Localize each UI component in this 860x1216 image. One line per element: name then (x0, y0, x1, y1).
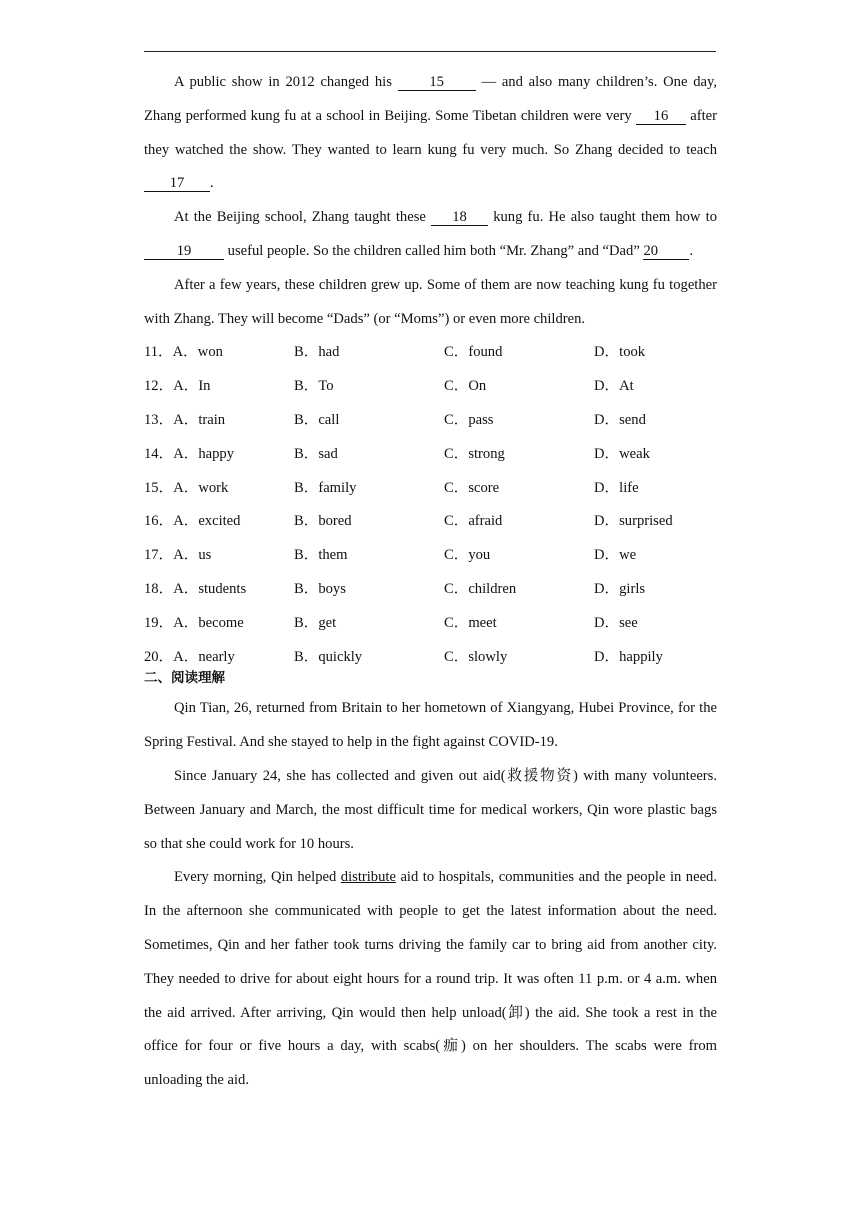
option-c: C．slowly (444, 648, 508, 665)
option-c: C．you (444, 547, 491, 564)
option-d: D．we (594, 547, 637, 564)
underlined-word: distribute (340, 869, 396, 886)
header-rule (144, 51, 716, 52)
blank-18: 18 (431, 210, 488, 226)
section-title: 二、阅读理解 (144, 670, 225, 687)
question-12-options (144, 370, 717, 404)
reading-paragraph-2: Since January 24, she has collected and given out aid(救援物资) with many volunteers. Between January and March, the most difficult time for medical workers, Qin wore plastic bags so that she could work for 10 hours. (144, 767, 717, 852)
option-b: B．them (294, 547, 348, 564)
option-c: C．found (444, 344, 503, 361)
question-19-options (144, 607, 717, 641)
option-b: B．quickly (294, 648, 363, 665)
text: after they watched the show. They wanted to learn kung fu very much. So Zhang decided to teach (144, 107, 717, 158)
option-b: B．boys (294, 580, 346, 597)
page-content (144, 66, 717, 1098)
option-b: B．sad (294, 445, 338, 462)
option-a: 18．A．students (144, 580, 247, 597)
question-16-options (144, 505, 717, 539)
text: Every morning, Qin helped (174, 869, 341, 886)
blank-19: 19 (144, 244, 224, 260)
text: At the Beijing school, Zhang taught these (174, 209, 432, 226)
option-a: 20．A．nearly (144, 648, 235, 665)
reading-paragraph-1: Qin Tian, 26, returned from Britain to her hometown of Xiangyang, Hubei Province, for the Spring Festival. And she stayed to help in the fight against COVID-19. (144, 700, 717, 751)
text: aid to hospitals, communities and the people in need. In the afternoon she communicated with people to get the latest information about the need. Sometimes, Qin and her father took turns driving the family car to bring aid from another city. They needed to drive for about eight hours for a round trip. It was often 11 p.m. or 4 a.m. when the aid arrived. After arriving, Qin would then help unload(卸) the aid. She took a rest in the office for four or five hours a day, with scabs(痂) on her shoulders. The scabs were from unloading the aid. (144, 869, 717, 1089)
option-d: D．send (594, 411, 646, 428)
option-d: D．girls (594, 580, 646, 597)
question-17-options (144, 539, 717, 573)
option-c: C．score (444, 479, 500, 496)
text: useful people. So the children called him both “Mr. Zhang” and “Dad” (224, 242, 644, 259)
question-14-options (144, 438, 717, 472)
option-a: 19．A．become (144, 614, 244, 631)
option-b: B．family (294, 479, 357, 496)
blank-15: 15 (398, 75, 476, 91)
reading-paragraph-3 (144, 861, 717, 1098)
option-b: B．get (294, 614, 337, 631)
option-d: D．happily (594, 648, 663, 665)
blank-20: 20 (643, 244, 689, 260)
option-b: B．call (294, 411, 340, 428)
option-a: 16．A．excited (144, 513, 241, 530)
option-a: 11．A．won (144, 344, 223, 361)
option-a: 17．A．us (144, 547, 212, 564)
cloze-paragraph-3: After a few years, these children grew up. Some of them are now teaching kung fu together with Zhang. They will become “Dads” (or “Moms”) or even more children. (144, 276, 717, 327)
option-d: D．life (594, 479, 639, 496)
option-a: 15．A．work (144, 479, 229, 496)
cloze-paragraph-1 (144, 66, 717, 201)
option-c: C．meet (444, 614, 497, 631)
text: kung fu. He also taught them how to (488, 209, 717, 226)
question-18-options (144, 573, 717, 607)
option-a: 14．A．happy (144, 445, 234, 462)
blank-16: 16 (636, 109, 686, 125)
option-c: C．strong (444, 445, 505, 462)
option-d: D．At (594, 378, 634, 395)
option-b: B．had (294, 344, 340, 361)
option-b: B．To (294, 378, 334, 395)
blank-17: 17 (144, 176, 210, 192)
question-20-options (144, 641, 717, 675)
option-c: C．On (444, 378, 487, 395)
option-d: D．weak (594, 445, 650, 462)
option-c: C．children (444, 580, 517, 597)
option-c: C．pass (444, 411, 494, 428)
question-15-options (144, 472, 717, 506)
option-d: D．see (594, 614, 638, 631)
option-d: D．surprised (594, 513, 673, 530)
option-c: C．afraid (444, 513, 503, 530)
text: . (210, 175, 214, 192)
text: . (689, 242, 694, 259)
option-d: D．took (594, 344, 646, 361)
question-11-options (144, 336, 717, 370)
text: — and also many children’s. One day, Zhang performed kung fu at a school in Beijing. Some Tibetan children were very (144, 74, 717, 124)
option-a: 13．A．train (144, 411, 226, 428)
cloze-paragraph-2 (144, 201, 717, 269)
question-13-options (144, 404, 717, 438)
option-b: B．bored (294, 513, 352, 530)
options-list (144, 336, 717, 674)
text: A public show in 2012 changed his (174, 74, 398, 90)
option-a: 12．A．In (144, 378, 211, 395)
